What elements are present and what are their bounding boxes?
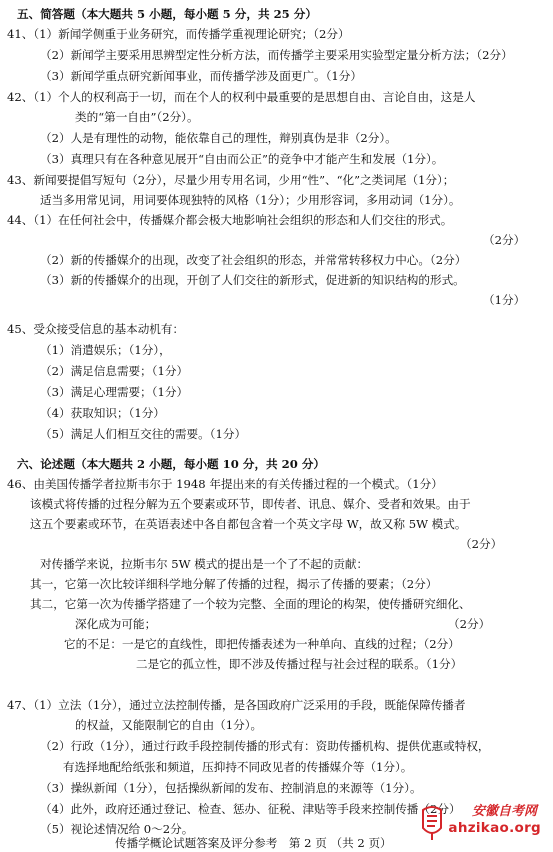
q46-line-4: 对传播学来说，拉斯韦尔 5W 模式的提出是一个了不起的贡献： [40,557,369,571]
q46-score-1: （2分） [460,537,503,551]
q42-line-3: （2）人是有理性的动物，能依靠自己的理性，辩别真伪是非（2分）。 [40,131,397,145]
q46-line-2: 该模式将传播的过程分解为五个要素或环节，即传者、讯息、媒介、受者和效果。由于 [30,497,471,511]
q43-line-1: 43、新闻要提倡写短句（2分），尽量少用专用名词，少用“性”、“化”之类词尾（1分）； [7,173,455,187]
q42-line-1: 42、（1）个人的权利高于一切，而在个人的权利中最重要的是思想自由、言论自由，这是人 [7,90,476,104]
q47-line-3: （2）行政（1分），通过行政手段控制传播的形式有：资助传播机构、提供优惠或特权， [40,739,490,753]
q44-line-2: （2）新的传播媒介的出现，改变了社会组织的形态，并常常转移权力中心。（2分） [40,253,467,267]
q45-item-4: （4）获取知识；（1分） [40,406,165,420]
q46-score-2: （2分） [448,617,491,631]
site-watermark [419,800,547,848]
q44-line-1: 44、（1）在任何社会中，传播媒介都会极大地影响社会组织的形态和人们交往的形式。 [7,213,453,227]
ahzikao-logo-icon [419,804,445,842]
q44-score-3: （1分） [483,293,526,307]
q42-line-2: 类的“第一自由”（2分）。 [75,110,199,124]
q44-score-1: （2分） [483,233,526,247]
q43-line-2: 适当多用常见词，用词要体现独特的风格（1分）；少用形容词，多用动词（1分）。 [40,193,461,207]
q44-line-3: （3）新的传播媒介的出现，开创了人们交往的新形式，促进新的知识结构的形式。 [40,273,465,287]
q47-line-6: （4）此外，政府还通过登记、检查、惩办、征税、津贴等手段来控制传播（2分） [40,802,461,816]
q45-item-5: （5）满足人们相互交往的需要。（1分） [40,427,247,441]
q47-line-7: （5）视论述情况给 0～2分。 [40,822,194,836]
q46-line-5: 其一，它第一次比较详细科学地分解了传播的过程，揭示了传播的要素；（2分） [30,577,438,591]
q41-line-3: （3）新闻学重点研究新闻事业，而传播学涉及面更广。（1分） [40,69,362,83]
q41-line-2: （2）新闻学主要采用思辨型定性分析方法，而传播学主要采用实验型定量分析方法；（2分） [40,48,513,62]
q46-line-1: 46、由美国传播学者拉斯韦尔于 1948 年提出来的有关传播过程的一个模式。（1分） [7,477,443,491]
q42-line-4: （3）真理只有在各种意见展开“自由而公正”的竞争中才能产生和发展（1分）。 [40,152,444,166]
q46-line-7: 深化成为可能； [75,617,157,631]
watermark-site-url: ahzikao.org [448,820,541,836]
q46-line-6: 其二，它第一次为传播学搭建了一个较为完整、全面的理论的构架，使传播研究细化、 [30,597,471,611]
q45-line-1: 45、受众接受信息的基本动机有： [7,322,185,336]
q46-line-8: 它的不足：一是它的直线性，即把传播表述为一种单向、直线的过程；（2分） [64,637,460,651]
q45-item-3: （3）满足心理需要；（1分） [40,385,189,399]
q47-line-1: 47、（1）立法（1分），通过立法控制传播，是各国政府广泛采用的手段，既能保障传播者 [7,698,466,712]
q41-line-1: 41、（1）新闻学侧重于业务研究，而传播学重视理论研究；（2分） [7,27,350,41]
q46-line-9: 二是它的孤立性，即不涉及传播过程与社会过程的联系。（1分） [136,657,463,671]
q47-line-4: 有选择地配给纸张和频道，压抑持不同政见者的传播媒介等（1分）。 [63,760,413,774]
q47-line-5: （3）操纵新闻（1分），包括操纵新闻的发布、控制消息的来源等（1分）。 [40,781,422,795]
q46-line-3: 这五个要素或环节，在英语表述中各自都包含着一个英文字母 W，故又称 5W 模式。 [30,517,467,531]
page-footer: 传播学概论试题答案及评分参考 第 2 页 （共 2 页） [115,836,392,850]
q45-item-2: （2）满足信息需要；（1分） [40,364,189,378]
q47-line-2: 的权益，又能限制它的自由（1分）。 [75,718,263,732]
section-5-heading: 五、简答题（本大题共 5 小题，每小题 5 分，共 25 分） [17,7,317,21]
q45-item-1: （1）消遣娱乐；（1分）， [40,343,171,357]
watermark-site-name: 安徽自考网 [471,804,537,819]
section-6-heading: 六、论述题（本大题共 2 小题，每小题 10 分，共 20 分） [17,457,326,471]
